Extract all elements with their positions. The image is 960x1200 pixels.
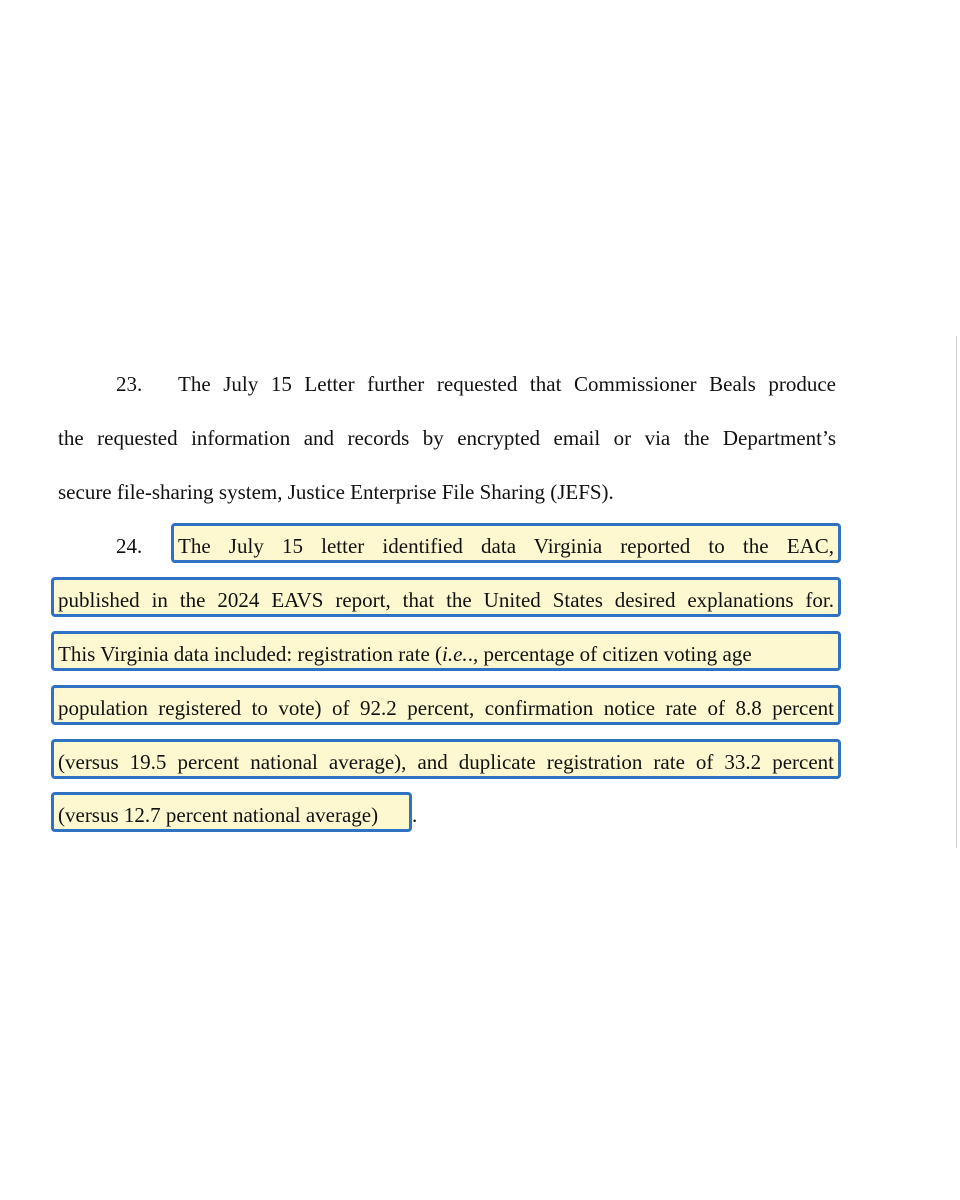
line-3-text-a: This Virginia data included: registration rate ( [58,642,443,666]
paragraph-24-line-4: population registered to vote) of 92.2 percent, confirmation notice rate of 8.8 percent [58,696,834,720]
paragraph-24-line-2: published in the 2024 EAVS report, that the United States desired explanations for. [58,588,834,612]
paragraph-number-23: 23. [116,372,143,396]
paragraph-24-line-1: The July 15 letter identified data Virginia reported to the EAC, [178,534,834,558]
paragraph-24-period: . [412,803,418,827]
line-3-italic-ie: i.e. [442,642,468,666]
paragraph-23-line-3: secure file-sharing system, Justice Enterprise File Sharing (JEFS). [58,480,614,504]
paragraph-24-line-6: (versus 12.7 percent national average) [58,803,379,827]
page-edge-divider [956,336,957,848]
paragraph-24-line-3 [58,642,834,666]
paragraph-number-24: 24. [116,534,143,558]
paragraph-24-line-3-lead [58,642,752,666]
paragraph-24-line-5: (versus 19.5 percent national average), and duplicate registration rate of 33.2 percent [58,750,834,774]
line-3-text-b: ., percentage of citizen voting age [467,642,752,666]
paragraph-23-line-1: The July 15 Letter further requested that Commissioner Beals produce [178,372,836,396]
paragraph-23-line-2: the requested information and records by encrypted email or via the Department’s [58,426,836,450]
